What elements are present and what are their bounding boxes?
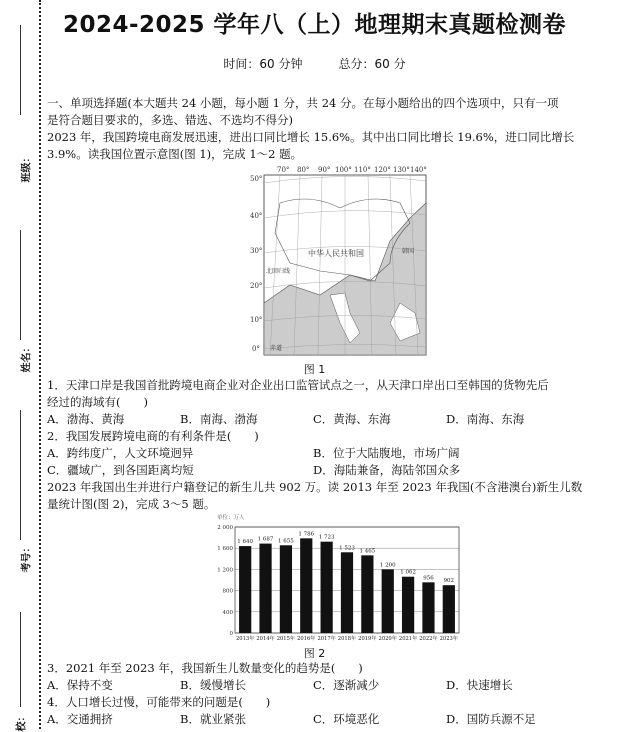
x-tick-label: 2014年 — [256, 636, 275, 642]
school-label: 校： — [16, 711, 28, 732]
question-1-line: 经过的海域有( ) — [47, 395, 148, 409]
lat-label: 50° — [250, 175, 263, 183]
option-a[interactable]: A．交通拥挤 — [47, 712, 113, 726]
intro2-line: 2023 年我国出生并进行户籍登记的新生儿共 902 万。读 2013 年至 2023 年我国(不含港澳台)新生儿数 — [47, 480, 583, 494]
bar-2015年 — [280, 545, 292, 633]
bar-value-label: 956 — [423, 575, 434, 582]
y-tick-label: 400 — [222, 609, 233, 616]
intro2-line: 量统计图(图 2)，完成 3～5 题。 — [47, 497, 216, 511]
questions-1-2 — [47, 377, 619, 513]
question-2-options — [47, 445, 619, 462]
question-2-line: 2．我国发展跨境电商的有利条件是( ) — [47, 429, 259, 443]
option-a[interactable]: A．跨纬度广，人文环境迥异 — [47, 446, 194, 460]
china-label: 中华人民共和国 — [308, 249, 364, 258]
option-b[interactable]: B．就业紧张 — [180, 712, 246, 726]
lon-label: 70° — [277, 166, 290, 174]
chart-unit: 单位：万人 — [217, 515, 245, 521]
y-tick-label: 800 — [222, 588, 233, 595]
lat-label: 30° — [250, 247, 263, 255]
lon-label: 130° — [393, 166, 410, 174]
option-c[interactable]: C．疆域广，到各国距离均短 — [47, 463, 194, 477]
bar-2017年 — [321, 542, 333, 633]
x-tick-label: 2017年 — [317, 636, 336, 642]
bar-2020年 — [382, 569, 394, 633]
bar-value-label: 902 — [443, 578, 455, 585]
tropic-of-cancer-label: 北回归线 — [266, 268, 291, 275]
text-line: 一、单项选择题(本大题共 24 小题，每小题 1 分，共 24 分。在每小题给出的四个选项中，只有一项 — [47, 96, 559, 110]
lon-label: 120° — [374, 166, 391, 174]
exam-score: 总分：60 分 — [338, 57, 406, 71]
y-tick-label: 1 200 — [217, 567, 233, 574]
class-field-line[interactable] — [20, 25, 21, 115]
x-tick-label: 2020年 — [378, 636, 397, 642]
figure1-map — [250, 163, 430, 358]
bar-value-label: 1 687 — [257, 536, 274, 543]
exam-number-label: 考号： — [21, 542, 33, 573]
bar-value-label: 1 062 — [400, 569, 416, 576]
option-d[interactable]: D．南海、东海 — [446, 412, 525, 426]
y-tick-label: 2 000 — [217, 525, 233, 531]
text-line: 是符合题目要求的，多选、错选、不选均不得分) — [47, 113, 293, 127]
option-a[interactable]: A．保持不变 — [47, 678, 113, 692]
option-b[interactable]: B．缓慢增长 — [180, 678, 246, 692]
x-tick-label: 2016年 — [297, 636, 316, 642]
bar-2016年 — [300, 538, 312, 633]
lat-label: 20° — [250, 282, 263, 290]
exam-time: 时间：60 分钟 — [223, 57, 303, 71]
lat-label: 0° — [252, 345, 260, 353]
question-4-line: 4．人口增长过慢，可能带来的问题是( ) — [47, 695, 271, 709]
section-heading — [47, 95, 619, 163]
text-line: 3.9%。读我国位置示意图(图 1)，完成 1～2 题。 — [47, 147, 303, 161]
bar-2018年 — [341, 552, 353, 633]
option-d[interactable]: D．海陆兼备，海陆邻国众多 — [313, 463, 461, 477]
lon-label: 90° — [318, 166, 331, 174]
name-label: 姓名： — [21, 342, 33, 373]
question-1-line: 1．天津口岸是我国首批跨境电商企业对企业出口监管试点之一，从天津口岸出口至韩国的货物先后 — [47, 378, 549, 392]
bar-value-label: 1 655 — [278, 538, 294, 545]
question-2-options — [47, 462, 619, 479]
bar-2013年 — [239, 546, 251, 633]
question-3-options — [47, 677, 619, 694]
text-line: 2023 年，我国跨境电商发展迅速，进出口同比增长 15.6%。其中出口同比增长 19.6%，进口同比增长 — [47, 130, 575, 144]
question-3-line: 3．2021 年至 2023 年，我国新生儿数量变化的趋势是( ) — [47, 661, 363, 675]
figure1-caption: 图 1 — [303, 363, 326, 376]
korea-label: 韩国 — [402, 248, 415, 255]
bar-value-label: 1 523 — [339, 545, 355, 552]
lon-label: 110° — [354, 166, 371, 174]
question-1-options — [47, 411, 619, 428]
x-tick-label: 2013年 — [235, 636, 255, 642]
option-d[interactable]: D．快速增长 — [446, 678, 513, 692]
bar-value-label: 1 786 — [298, 531, 315, 538]
bar-value-label: 1 640 — [237, 539, 254, 546]
bar-value-label: 1 723 — [318, 534, 335, 541]
lon-label: 140° — [410, 166, 427, 174]
x-tick-label: 2015年 — [276, 636, 296, 642]
questions-3-4 — [47, 660, 619, 728]
x-tick-label: 2023年 — [439, 636, 459, 642]
lon-label: 100° — [335, 166, 352, 174]
lon-label: 80° — [297, 166, 310, 174]
option-c[interactable]: C．环境恶化 — [313, 712, 380, 726]
bar-2014年 — [259, 544, 271, 633]
bar-2019年 — [361, 555, 373, 633]
option-c[interactable]: C．逐渐减少 — [313, 678, 380, 692]
lat-label: 10° — [250, 316, 263, 324]
exam-meta — [0, 55, 629, 72]
equator-label: 赤道 — [270, 345, 283, 352]
x-tick-label: 2022年 — [419, 636, 438, 642]
lat-label: 40° — [250, 212, 263, 220]
option-b[interactable]: B．南海、渤海 — [180, 412, 258, 426]
bar-2021年 — [402, 577, 414, 633]
bar-2022年 — [422, 582, 434, 633]
question-4-options — [47, 711, 619, 728]
option-c[interactable]: C．黄海、东海 — [313, 412, 391, 426]
bar-2023年 — [443, 585, 455, 633]
y-tick-label: 0 — [229, 631, 233, 637]
bar-value-label: 1 465 — [359, 548, 376, 555]
x-tick-label: 2019年 — [358, 636, 377, 642]
figure2-bar-chart — [205, 512, 470, 647]
bar-value-label: 1 200 — [379, 562, 396, 569]
figure2-caption: 图 2 — [303, 647, 326, 660]
option-b[interactable]: B．位于大陆腹地，市场广阔 — [313, 446, 460, 460]
option-d[interactable]: D．国防兵源不足 — [446, 712, 536, 726]
exam-number-field-line[interactable] — [20, 410, 21, 540]
option-a[interactable]: A．渤海、黄海 — [47, 412, 125, 426]
x-tick-label: 2018年 — [337, 636, 357, 642]
class-label: 班级： — [21, 152, 33, 183]
name-field-line[interactable] — [20, 230, 21, 340]
x-tick-label: 2021年 — [398, 636, 418, 642]
page-title: 2024-2025 学年八（上）地理期末真题检测卷 — [62, 12, 567, 38]
y-tick-label: 1 600 — [217, 546, 233, 553]
